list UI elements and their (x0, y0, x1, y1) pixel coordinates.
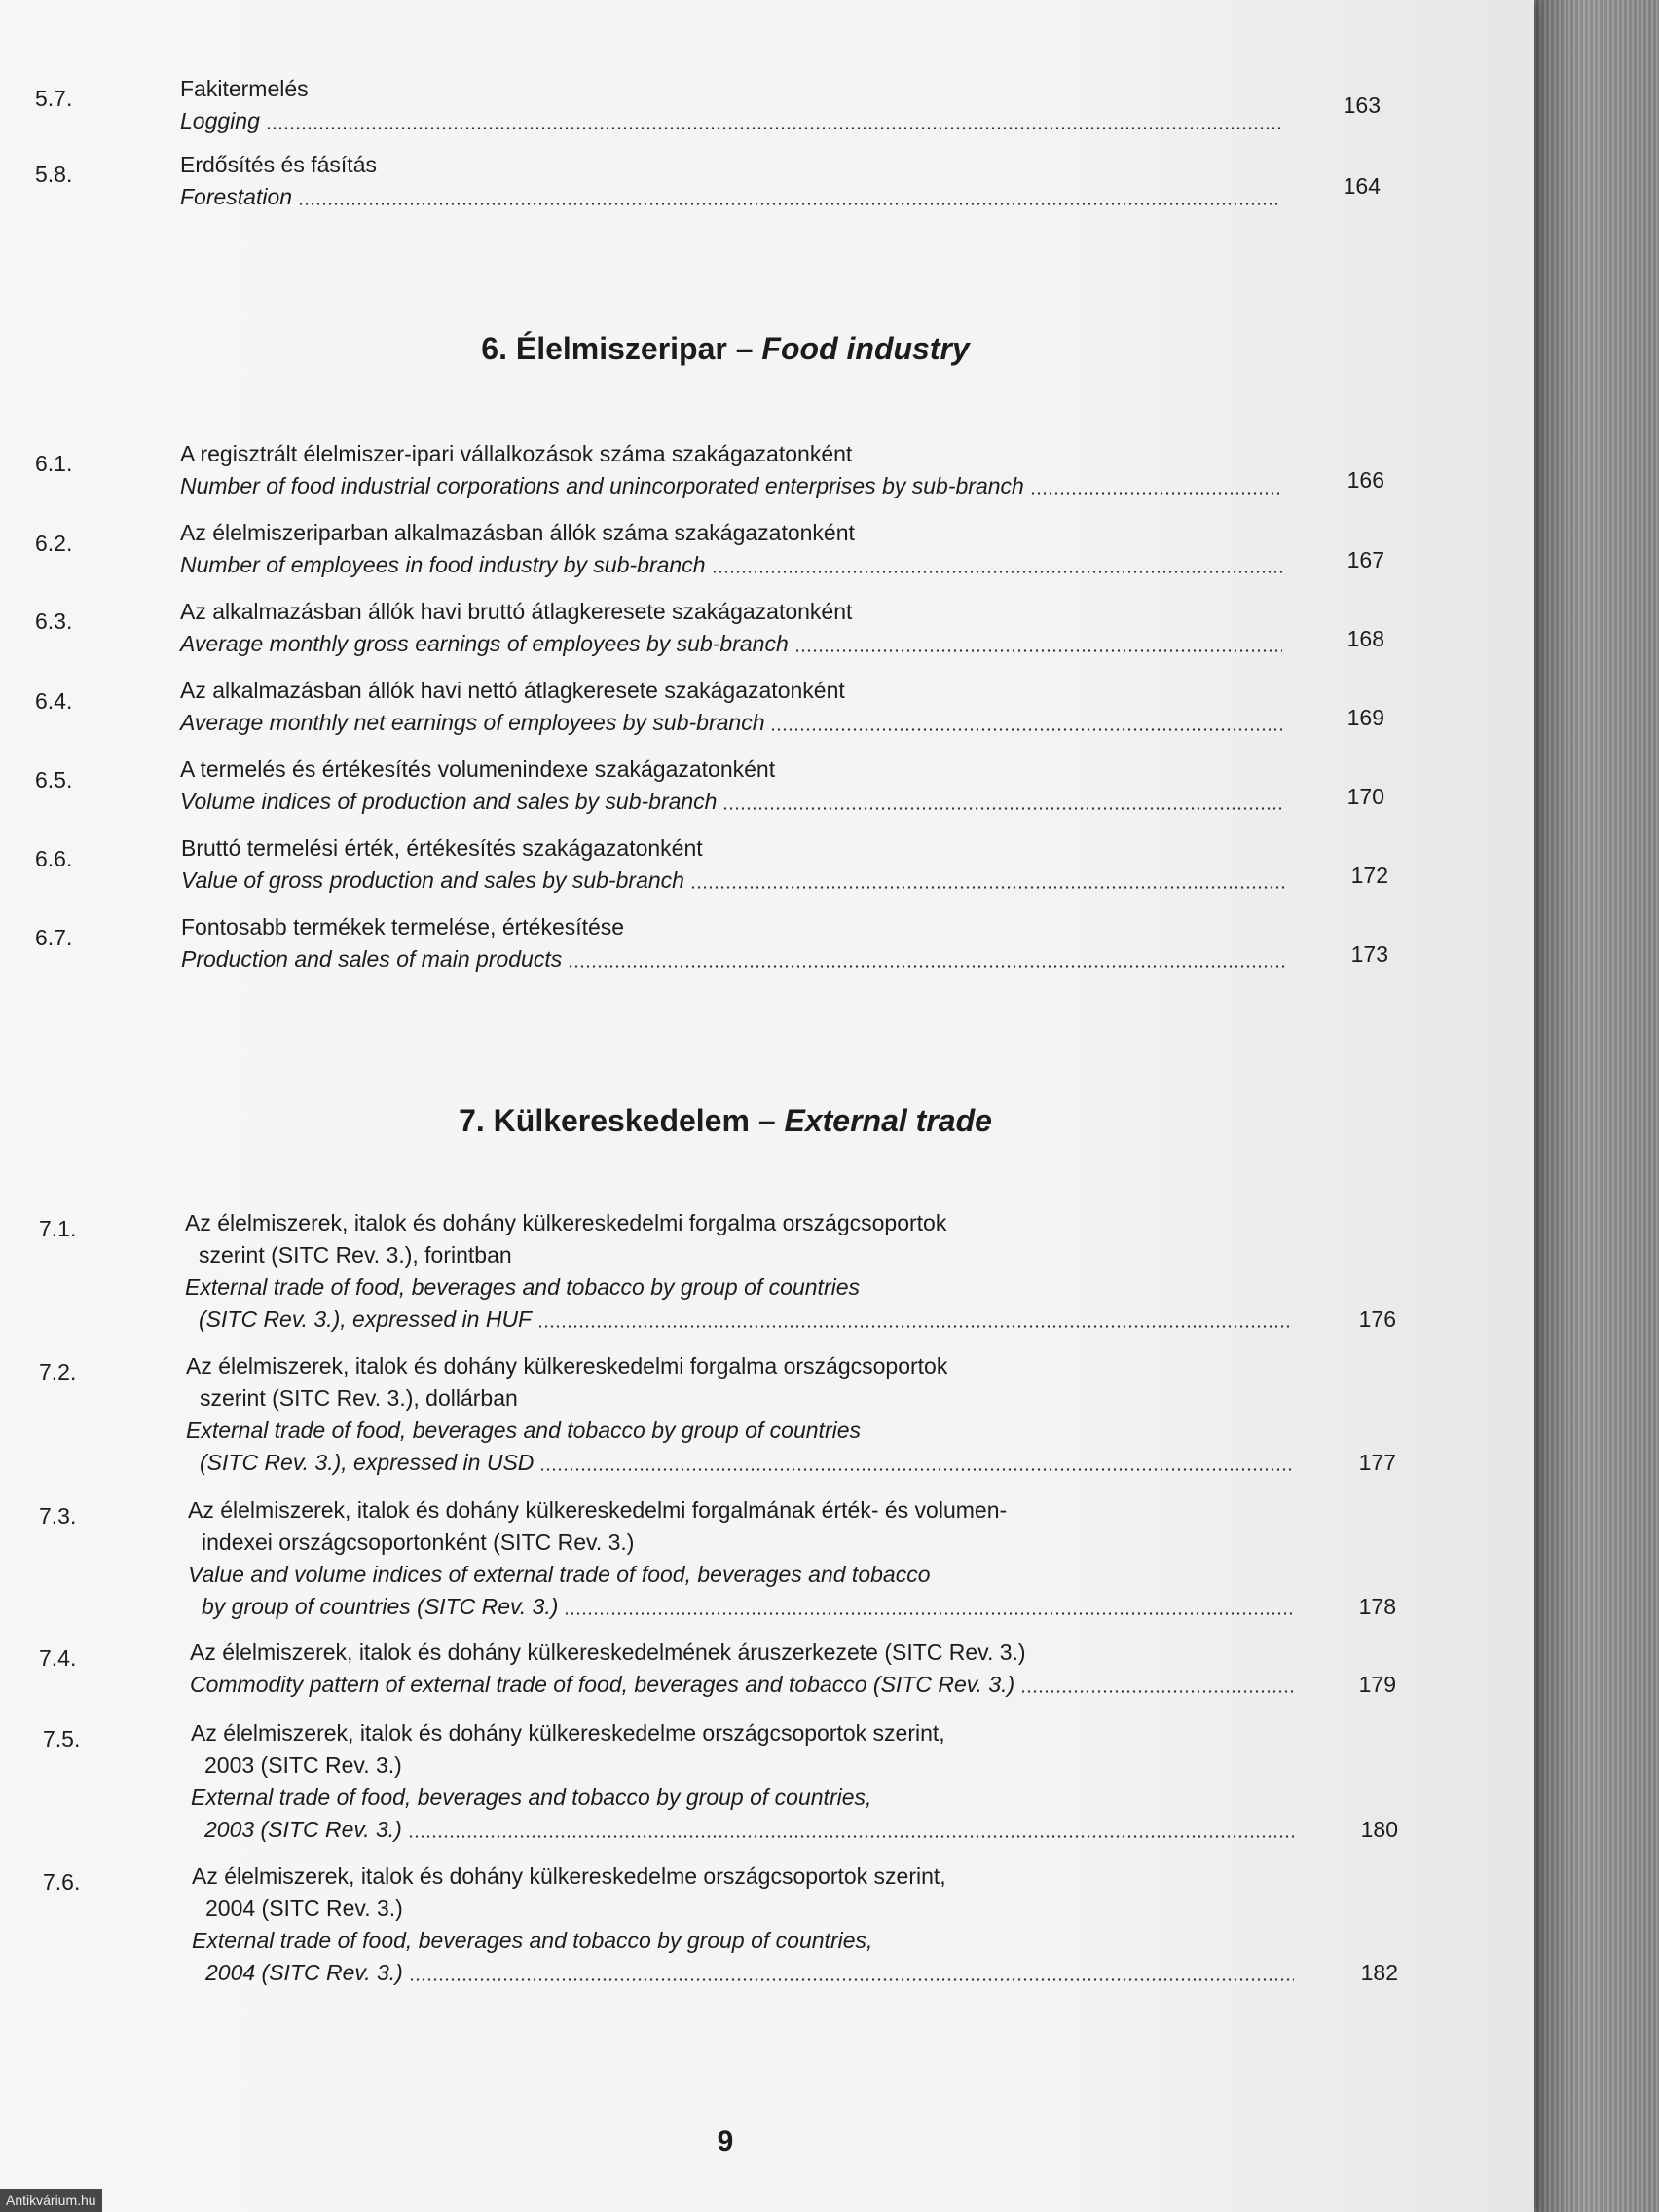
leader-dots (1020, 1690, 1294, 1693)
entry-title-hu: Fontosabb termékek termelése, értékesítése (181, 914, 625, 940)
entry-title-en-cont: 2004 (SITC Rev. 3.) (205, 1960, 403, 1985)
page-ref: 167 (1346, 547, 1384, 572)
entry-title-en: Average monthly net earnings of employees by sub-branch (180, 710, 765, 735)
page-ref: 169 (1346, 705, 1384, 730)
section-number: 7. (459, 1103, 485, 1138)
page-ref: 178 (1358, 1594, 1396, 1619)
entry-title-hu: Bruttó termelési érték, értékesítés szakágazatonként (181, 835, 703, 861)
toc-entry[interactable] (0, 1350, 1460, 1487)
section-heading-external-trade (0, 1103, 1451, 1139)
leader-dots (770, 728, 1282, 731)
entry-title-hu: Az élelmiszerek, italok és dohány külkereskedelmi forgalma országcsoportok (186, 1353, 948, 1379)
entry-title-hu: Az élelmiszerek, italok és dohány külkereskedelme országcsoportok szerint, (191, 1720, 945, 1746)
page-ref: 173 (1350, 941, 1388, 967)
entry-number: 6.7. (35, 925, 73, 950)
entry-title-hu-cont: 2003 (SITC Rev. 3.) (204, 1752, 402, 1778)
toc-entry[interactable] (0, 832, 1460, 901)
entry-title-hu-cont: indexei országcsoportonként (SITC Rev. 3.) (202, 1530, 635, 1555)
entry-title-en-cont: (SITC Rev. 3.), expressed in HUF (199, 1307, 533, 1332)
entry-title-en: Number of employees in food industry by sub-branch (180, 552, 706, 577)
page-ref: 163 (1343, 92, 1381, 118)
entry-number: 7.5. (43, 1726, 81, 1751)
leader-dots (568, 965, 1287, 968)
toc-entry[interactable] (0, 1861, 1460, 1997)
entry-title-en: Average monthly gross earnings of employees by sub-branch (180, 631, 789, 656)
entry-title-hu: Az alkalmazásban állók havi bruttó átlagkeresete szakágazatonként (180, 599, 853, 624)
entry-title-hu: A termelés és értékesítés volumenindexe szakágazatonként (180, 756, 776, 782)
entry-title-en: External trade of food, beverages and tobacco by group of countries (185, 1274, 860, 1300)
leader-dots (298, 203, 1280, 205)
entry-title-hu: Erdősítés és fásítás (180, 152, 377, 177)
entry-title-hu: Az élelmiszerek, italok és dohány külkereskedelmének áruszerkezete (SITC Rev. 3.) (190, 1640, 1026, 1665)
section-separator: – (735, 331, 754, 366)
entry-title-en: External trade of food, beverages and tobacco by group of countries (186, 1418, 861, 1443)
entry-number: 7.6. (43, 1869, 81, 1895)
entry-title-hu: A regisztrált élelmiszer-ipari vállalkozások száma szakágazatonként (180, 441, 853, 466)
entry-title-hu: Az élelmiszerek, italok és dohány külkereskedelmi forgalma országcsoportok (185, 1210, 947, 1235)
entry-number: 7.3. (39, 1503, 77, 1529)
entry-title-hu-cont: 2004 (SITC Rev. 3.) (205, 1896, 403, 1921)
entry-title-hu: Az élelmiszeriparban alkalmazásban állók száma szakágazatonként (180, 520, 855, 545)
entry-number: 6.5. (35, 767, 73, 793)
toc-entry[interactable] (0, 1207, 1460, 1344)
leader-dots (712, 571, 1282, 573)
entry-title-hu-cont: szerint (SITC Rev. 3.), dollárban (200, 1385, 518, 1411)
entry-number: 5.7. (35, 86, 73, 111)
leader-dots (408, 1835, 1297, 1838)
toc-entry[interactable] (0, 596, 1460, 664)
toc-entry[interactable] (0, 1717, 1460, 1854)
page-ref: 164 (1343, 173, 1381, 199)
page-ref: 180 (1360, 1817, 1398, 1842)
section-separator: – (757, 1103, 776, 1138)
entry-title-en: Commodity pattern of external trade of food, beverages and tobacco (SITC Rev. 3.) (190, 1672, 1015, 1697)
section-title-en: External trade (784, 1103, 992, 1138)
toc-entry[interactable] (0, 73, 1460, 141)
page-ref: 182 (1360, 1960, 1398, 1985)
page-ref: 170 (1346, 784, 1384, 809)
section-number: 6. (481, 331, 507, 366)
entry-number: 6.3. (35, 608, 73, 634)
section-heading-food-industry (0, 331, 1451, 367)
entry-number: 7.4. (39, 1645, 77, 1671)
toc-entry[interactable] (0, 517, 1460, 585)
toc-entry[interactable] (0, 675, 1460, 743)
section-title-hu: Élelmiszeripar (515, 331, 727, 366)
leader-dots (1030, 492, 1282, 495)
section-title-en: Food industry (761, 331, 970, 366)
entry-number: 6.6. (35, 846, 73, 871)
entry-number: 6.2. (35, 531, 73, 556)
entry-title-hu: Fakitermelés (180, 76, 309, 101)
leader-dots (266, 127, 1280, 129)
toc-entry[interactable] (0, 754, 1460, 822)
leader-dots (409, 1978, 1294, 1981)
entry-title-en-cont: by group of countries (SITC Rev. 3.) (202, 1594, 559, 1619)
section-title-hu: Külkereskedelem (493, 1103, 750, 1138)
entry-title-hu: Az alkalmazásban állók havi nettó átlagkeresete szakágazatonként (180, 678, 845, 703)
entry-title-en: Value and volume indices of external trade of food, beverages and tobacco (188, 1562, 931, 1587)
page-ref: 168 (1346, 626, 1384, 651)
leader-dots (539, 1468, 1294, 1471)
toc-entry[interactable] (0, 149, 1460, 217)
toc-entry[interactable] (0, 911, 1460, 979)
page-number: 9 (717, 2125, 734, 2157)
entry-number: 7.2. (39, 1359, 77, 1384)
entry-number: 5.8. (35, 162, 73, 187)
leader-dots (564, 1612, 1294, 1615)
leader-dots (722, 807, 1282, 810)
entry-title-en: Logging (180, 108, 260, 133)
leader-dots (794, 649, 1282, 652)
page-ref: 177 (1358, 1450, 1396, 1475)
watermark-label: Antikvárium.hu (0, 2189, 102, 2212)
page-ref: 179 (1358, 1672, 1396, 1697)
leader-dots (690, 886, 1287, 889)
page-ref: 172 (1350, 863, 1388, 888)
entry-title-en-cont: 2003 (SITC Rev. 3.) (204, 1817, 402, 1842)
entry-number: 6.1. (35, 451, 73, 476)
entry-title-en: Number of food industrial corporations and unincorporated enterprises by sub-branch (180, 473, 1024, 498)
entry-title-en: External trade of food, beverages and tobacco by group of countries, (191, 1785, 872, 1810)
entry-title-en: Value of gross production and sales by sub-branch (181, 867, 684, 893)
entry-title-en-cont: (SITC Rev. 3.), expressed in USD (200, 1450, 535, 1475)
entry-title-en: External trade of food, beverages and tobacco by group of countries, (192, 1928, 873, 1953)
toc-entry[interactable] (0, 1637, 1460, 1705)
entry-number: 6.4. (35, 688, 73, 714)
entry-title-hu-cont: szerint (SITC Rev. 3.), forintban (199, 1242, 512, 1268)
leader-dots (537, 1325, 1293, 1328)
entry-title-en: Forestation (180, 184, 293, 209)
entry-title-hu: Az élelmiszerek, italok és dohány külkereskedelme országcsoportok szerint, (192, 1863, 946, 1889)
book-edge (1534, 0, 1659, 2212)
entry-title-en: Production and sales of main products (181, 946, 563, 972)
entry-title-en: Volume indices of production and sales by sub-branch (180, 789, 718, 814)
page-ref: 166 (1346, 467, 1384, 493)
entry-title-hu: Az élelmiszerek, italok és dohány külkereskedelmi forgalmának érték- és volumen- (188, 1497, 1008, 1523)
toc-entry[interactable] (0, 1494, 1460, 1631)
toc-entry[interactable] (0, 438, 1460, 506)
entry-number: 7.1. (39, 1216, 77, 1241)
page-ref: 176 (1358, 1307, 1396, 1332)
